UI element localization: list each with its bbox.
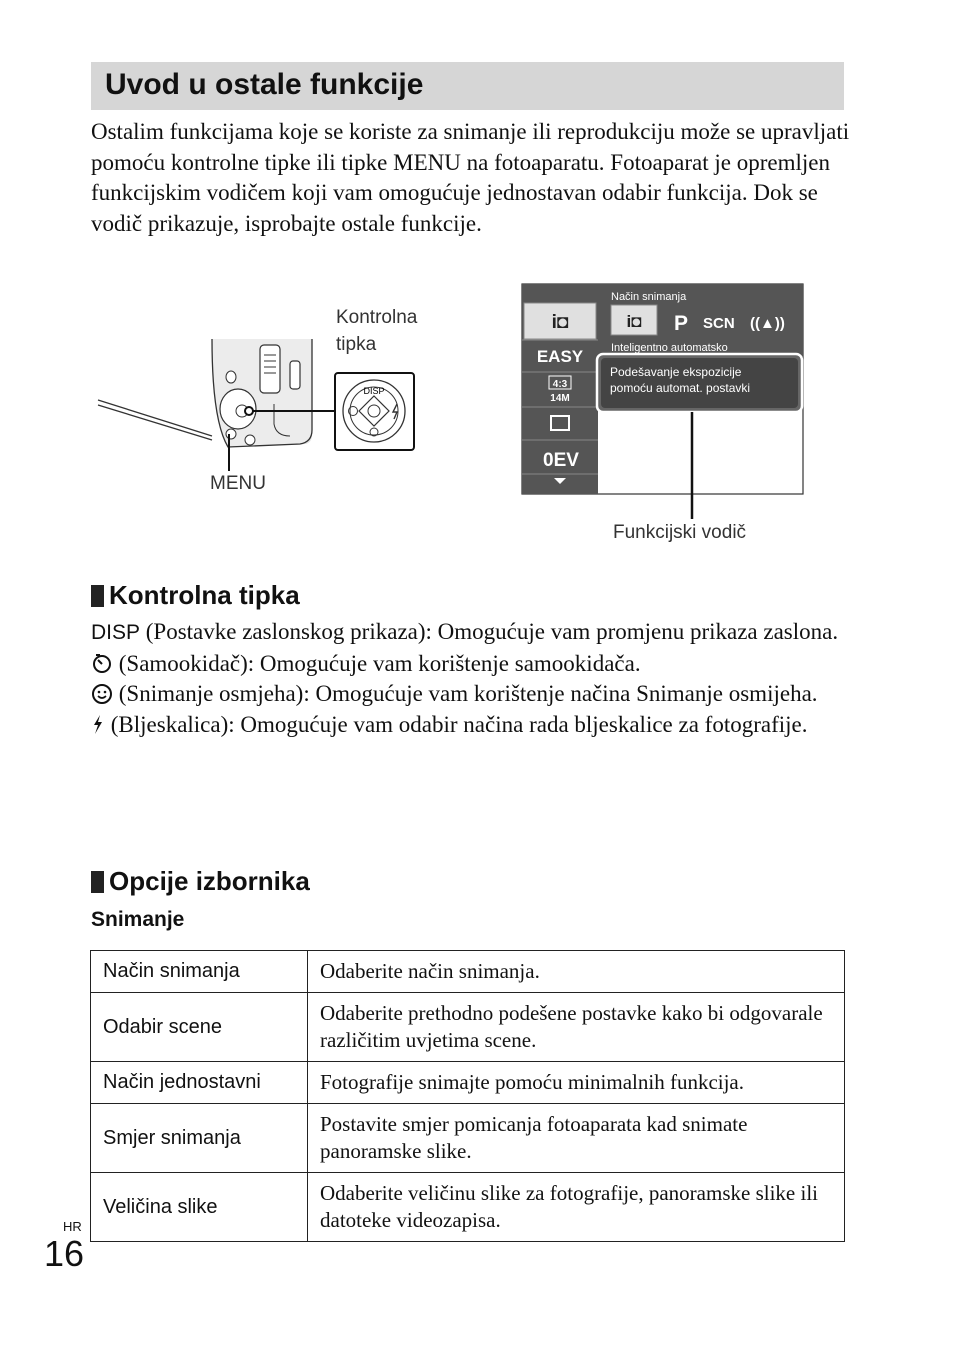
control-button-zoom bbox=[335, 373, 414, 450]
camera-body-illustration bbox=[98, 339, 312, 447]
flash-icon bbox=[91, 713, 105, 735]
option-description: Fotografije snimajte pomoću minimalnih funkcija. bbox=[308, 1062, 845, 1104]
lcd-subheader: Inteligentno automatsko bbox=[611, 342, 728, 354]
panorama-icon: ((▲)) bbox=[750, 315, 785, 332]
disp-word: DISP bbox=[91, 621, 141, 644]
tooltip-line-2: pomoću automat. postavki bbox=[610, 381, 751, 395]
control-description bbox=[91, 617, 851, 740]
flash-text: (Bljeskalica): Omogućuje vam odabir načina rada bljeskalice za fotografije. bbox=[105, 711, 808, 737]
function-guide-label: Funkcijski vodič bbox=[613, 522, 747, 543]
lcd-size: 14M bbox=[550, 393, 570, 404]
control-button-label-2: tipka bbox=[336, 334, 377, 355]
disp-text: (Postavke zaslonskog prikaza): Omogućuje vam promjenu prikaza zaslona. bbox=[140, 619, 839, 644]
option-name: Način snimanja bbox=[91, 951, 308, 993]
menu-options-table bbox=[90, 950, 845, 1242]
option-description: Odaberite način snimanja. bbox=[308, 951, 845, 993]
camera-figure bbox=[0, 0, 954, 560]
table-row bbox=[91, 993, 845, 1062]
page-number: 16 bbox=[44, 1233, 85, 1274]
intro-paragraph: Ostalim funkcijama koje se koriste za snimanje ili reprodukciju može se upravljati pomoću kontrolne tipke ili tipke MENU na fotoaparatu. Fotoaparat je opremljen funkcijskim vodičem koji vam omogućuje jednostavan odabir funkcija. Dok se vodič prikazuje, isprobajte ostale funkcije. bbox=[91, 119, 850, 236]
subheading-shooting: Snimanje bbox=[91, 908, 185, 931]
page-title: Uvod u ostale funkcije bbox=[105, 68, 424, 101]
section-heading-text: Kontrolna tipka bbox=[109, 580, 300, 610]
option-name: Veličina slike bbox=[91, 1173, 308, 1242]
section-marker bbox=[91, 871, 104, 893]
intelligent-auto-icon-2: i◘ bbox=[626, 312, 642, 331]
option-description: Postavite smjer pomicanja fotoaparata kad snimate panoramske slike. bbox=[308, 1104, 845, 1173]
table-row bbox=[91, 1104, 845, 1173]
lcd-mode-p: P bbox=[674, 312, 689, 335]
control-callout-dot bbox=[245, 407, 253, 415]
section-marker bbox=[91, 585, 104, 607]
timer-description bbox=[91, 649, 851, 680]
tooltip-line-1: Podešavanje ekspozicije bbox=[610, 365, 742, 379]
disp-label: DISP bbox=[363, 386, 385, 396]
section-heading-text: Opcije izbornika bbox=[109, 866, 310, 896]
disp-description bbox=[91, 617, 851, 649]
self-timer-icon bbox=[91, 652, 113, 674]
smile-description bbox=[91, 679, 851, 710]
timer-text: (Samookidač): Omogućuje vam korištenje samookidača. bbox=[113, 650, 641, 676]
option-description: Odaberite prethodno podešene postavke kako bi odgovarale različitim uvjetima scene. bbox=[308, 993, 845, 1062]
lcd-header: Način snimanja bbox=[611, 291, 687, 303]
smile-icon bbox=[91, 682, 113, 704]
lcd-ev: 0EV bbox=[543, 450, 579, 471]
lcd-mode-scn: SCN bbox=[703, 315, 735, 332]
option-name: Odabir scene bbox=[91, 993, 308, 1062]
smile-text: (Snimanje osmjeha): Omogućuje vam korištenje načina Snimanje osmijeha. bbox=[113, 681, 818, 706]
section-heading-menu bbox=[91, 866, 310, 897]
lcd-ratio: 4:3 bbox=[552, 379, 568, 390]
option-name: Smjer snimanja bbox=[91, 1104, 308, 1173]
intelligent-auto-icon: i◘ bbox=[551, 312, 569, 333]
option-description: Odaberite veličinu slike za fotografije, panoramske slike ili datoteke videozapisa. bbox=[308, 1173, 845, 1242]
table-row bbox=[91, 1062, 845, 1104]
table-row bbox=[91, 1173, 845, 1242]
control-button-label: Kontrolna bbox=[336, 307, 418, 328]
table-row bbox=[91, 951, 845, 993]
lcd-easy: EASY bbox=[536, 347, 584, 366]
option-name: Način jednostavni bbox=[91, 1062, 308, 1104]
menu-button-label: MENU bbox=[210, 473, 266, 494]
flash-description bbox=[91, 710, 851, 741]
lcd-screen bbox=[522, 284, 803, 494]
page-language: HR bbox=[63, 1219, 82, 1234]
section-heading-control bbox=[91, 580, 300, 611]
